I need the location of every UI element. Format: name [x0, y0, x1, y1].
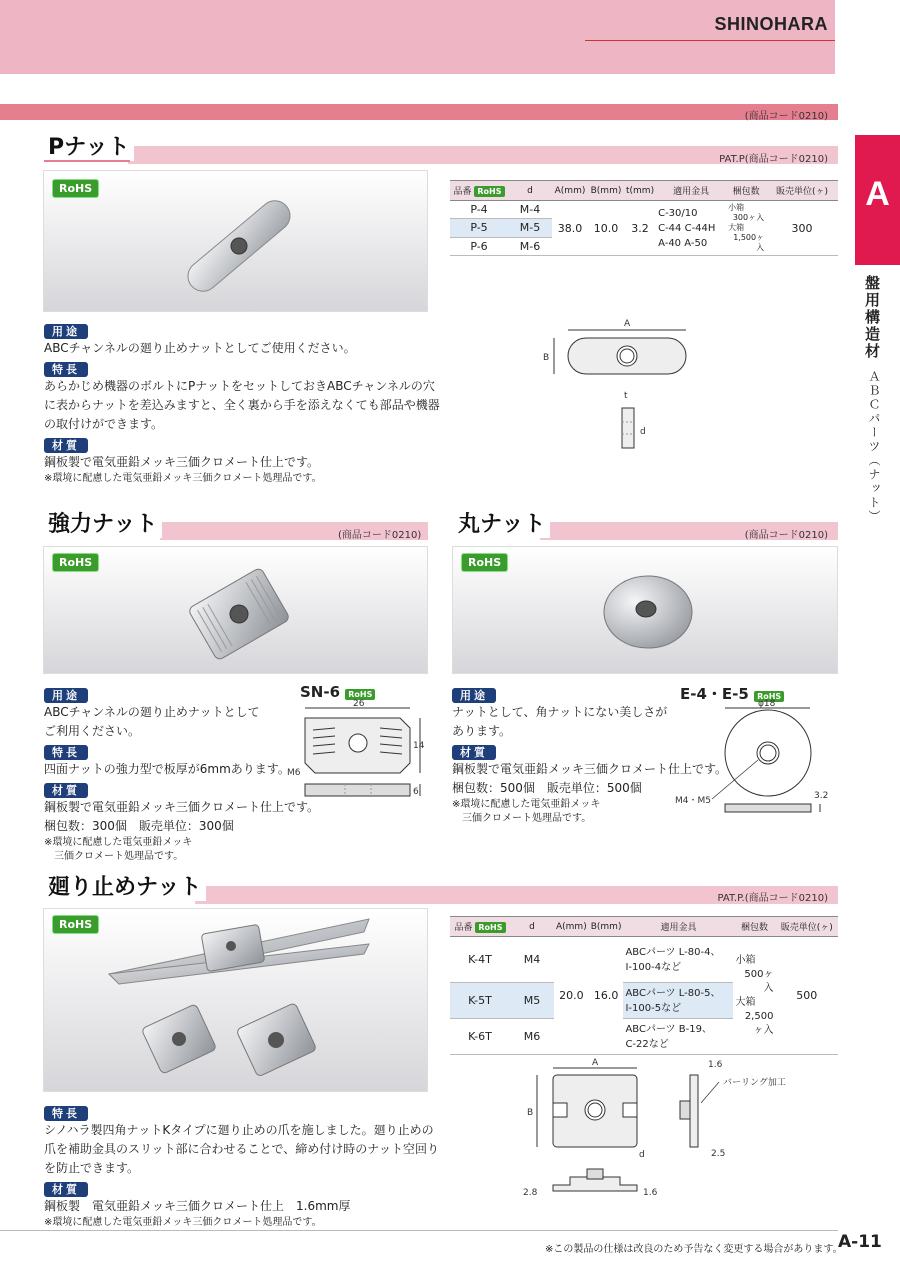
table-header-row: [450, 181, 838, 201]
pack-line: 300ヶ入: [732, 213, 765, 222]
material-text: 鋼板製で電気亜鉛メッキ三価クロメート仕上です。: [44, 800, 320, 814]
pack-text: 梱包数：300個 販売単位：300個: [44, 819, 234, 833]
fitting-line: C-22など: [625, 1038, 669, 1050]
dim-m-label: M4・M5: [675, 796, 711, 806]
feature-text: 四面ナットの強力型で板厚が6mmあります。: [44, 762, 290, 776]
col-b: B(mm): [588, 181, 624, 201]
header-band: [0, 0, 835, 74]
stop-nut-spec-table: [450, 916, 838, 1055]
burring-label: バーリング加工: [723, 1078, 786, 1088]
material-text: 鋼板製で電気亜鉛メッキ三価クロメート仕上です。: [44, 455, 320, 469]
fitting-line: C-30/10: [658, 207, 698, 219]
round-nut-code: (商品コード0210): [744, 530, 828, 541]
feature-text: あらかじめ機器のボルトにPナットをセットしておきABCチャンネルの穴に表からナットを差込みますと、全く裏から手を添えなくても部品や機器の取付けができます。: [44, 379, 440, 431]
p-nut-code: PAT.P(商品コード0210): [719, 154, 828, 165]
dim-t-label: 6: [413, 787, 419, 797]
dim-dia-label: φ18: [758, 699, 776, 709]
cell-part: K-5T: [450, 983, 510, 1019]
model-label: SN-6: [300, 683, 341, 701]
p-nut-title: Pナット: [44, 130, 134, 161]
dim-t-label: 3.2: [814, 791, 829, 801]
feature-tag: 特長: [44, 1106, 88, 1121]
col-unit: 販売単位(ヶ): [775, 917, 838, 937]
cell-d: M4: [510, 937, 554, 983]
dim-b-label: B: [527, 1108, 534, 1118]
cell-part: P-5: [450, 219, 508, 237]
section-bar: [0, 104, 838, 120]
pack-line: 大箱: [728, 223, 745, 232]
cell-pack: [726, 201, 766, 256]
material-tag: 材質: [44, 438, 88, 453]
rohs-badge: RoHS: [52, 179, 99, 198]
pack-line: 小箱: [728, 203, 745, 212]
dim-a-label: A: [624, 319, 631, 329]
material-text: 鋼板製 電気亜鉛メッキ三価クロメート仕上 1.6mm厚: [44, 1199, 351, 1213]
fitting-line: ABCパーツ L-80-4、: [625, 946, 721, 958]
feature-tag: 特長: [44, 362, 88, 377]
stop-nut-description: [44, 1102, 444, 1230]
col-a: A(mm): [554, 917, 589, 937]
col-pack: 梱包数: [733, 917, 775, 937]
cell-fitting: [623, 1019, 733, 1055]
rohs-badge: RoHS: [461, 553, 508, 572]
cell-b: 16.0: [589, 937, 624, 1055]
feature-text: シノハラ製四角ナットKタイプに廻り止めの爪を施しました。廻り止めの爪を補助金具のスリット部に合わせることで、締め付け時のナット空回りを防止できます。: [44, 1123, 440, 1175]
stop-nut-photo: [43, 908, 428, 1092]
col-d: d: [510, 917, 554, 937]
pack-line: 1,500ヶ入: [733, 233, 765, 252]
use-tag: 用途: [44, 688, 88, 703]
cell-d: M-4: [508, 201, 552, 219]
stop-nut-drawing: [515, 1055, 815, 1205]
use-tag: 用途: [452, 688, 496, 703]
strong-nut-code: (商品コード0210): [338, 530, 422, 541]
use-text-2: あります。: [452, 724, 512, 738]
note-1: ※環境に配慮した電気亜鉛メッキ: [452, 799, 601, 810]
dim-m-label: M6: [287, 768, 301, 778]
fitting-line: ABCパーツ B-19、: [625, 1023, 712, 1035]
col-b: B(mm): [589, 917, 624, 937]
strong-nut-drawing: [285, 698, 435, 808]
col-part: 品番: [453, 187, 472, 197]
cell-unit: 500: [775, 937, 838, 1055]
cell-part: K-6T: [450, 1019, 510, 1055]
table-row: [450, 937, 838, 983]
side-title: 盤用構造材: [863, 275, 881, 360]
use-tag: 用途: [44, 324, 88, 339]
pack-text: 梱包数：500個 販売単位：500個: [452, 781, 642, 795]
cell-fitting: [656, 201, 726, 256]
col-part: 品番: [454, 923, 473, 933]
col-unit: 販売単位(ヶ): [766, 181, 838, 201]
dim-d-label: d: [640, 427, 646, 437]
cell-d: M-6: [508, 237, 552, 255]
material-note: ※環境に配慮した電気亜鉛メッキ三価クロメート処理品です。: [44, 1217, 322, 1228]
col-t: t(mm): [624, 181, 656, 201]
dim-h-label: 14: [413, 741, 425, 751]
strong-nut-image: [184, 559, 294, 669]
cell-fitting: [623, 983, 733, 1019]
stop-nut-table-wrap: [450, 916, 838, 1055]
cell-d: M-5: [508, 219, 552, 237]
dim-d-label: d: [639, 1150, 645, 1160]
pack-line: 2,500ヶ入: [744, 1010, 774, 1036]
page-number: A-11: [838, 1232, 882, 1252]
fitting-line: I-100-4など: [625, 961, 682, 973]
fitting-line: ABCパーツ L-80-5、: [625, 987, 721, 999]
col-a: A(mm): [552, 181, 588, 201]
rohs-badge: RoHS: [474, 186, 504, 197]
dim-w-label: 26: [353, 699, 365, 709]
round-nut-photo: [452, 546, 838, 674]
pack-line: 小箱: [735, 954, 756, 966]
dim-16a-label: 1.6: [708, 1060, 723, 1070]
p-nut-image: [174, 186, 304, 306]
use-text-2: ご利用ください。: [44, 724, 141, 738]
use-text-1: ナットとして、角ナットにない美しさが: [452, 705, 668, 719]
rohs-badge: RoHS: [345, 689, 375, 700]
rohs-badge: RoHS: [754, 691, 784, 702]
cell-pack: [733, 937, 775, 1055]
cell-t: 3.2: [624, 201, 656, 256]
dim-16b-label: 1.6: [643, 1188, 658, 1198]
feature-tag: 特長: [44, 745, 88, 760]
use-text: ABCチャンネルの廻り止めナットとしてご使用ください。: [44, 341, 356, 355]
dim-25-label: 2.5: [711, 1149, 726, 1159]
brand-underline: [585, 40, 835, 41]
fitting-line: C-44 C-44H: [658, 222, 716, 234]
cell-unit: 300: [766, 201, 838, 256]
cell-fitting: [623, 937, 733, 983]
p-nut-title-underline: [44, 160, 130, 162]
side-subtitle: ＡＢＣパーツ（ナット）: [867, 370, 881, 524]
col-fitting: 適用金具: [623, 917, 733, 937]
strong-nut-title: 強力ナット: [44, 507, 162, 538]
cell-d: M5: [510, 983, 554, 1019]
material-tag: 材質: [452, 745, 496, 760]
cell-part: K-4T: [450, 937, 510, 983]
dim-b-label: B: [543, 353, 550, 363]
fitting-line: A-40 A-50: [658, 237, 708, 249]
cell-a: 38.0: [552, 201, 588, 256]
pack-line: 500ヶ入: [744, 968, 774, 994]
model-label: E-4・E-5: [680, 685, 749, 703]
rohs-badge: RoHS: [52, 915, 99, 934]
table-row: [450, 201, 838, 219]
col-fitting: 適用金具: [656, 181, 726, 201]
note-2: 三価クロメート処理品です。: [54, 851, 184, 862]
side-tab-letter: A: [855, 135, 900, 265]
material-text: 鋼板製で電気亜鉛メッキ三価クロメート仕上です。: [452, 762, 728, 776]
cell-part: P-4: [450, 201, 508, 219]
table-header-row: [450, 917, 838, 937]
cell-part: P-6: [450, 237, 508, 255]
dim-t-label: t: [624, 391, 628, 401]
cell-a: 20.0: [554, 937, 589, 1055]
brand-logo: SHINOHARA: [714, 14, 828, 34]
strong-nut-description: [44, 684, 320, 864]
material-note: ※環境に配慮した電気亜鉛メッキ三価クロメート処理品です。: [44, 473, 322, 484]
footer-line: [0, 1230, 838, 1231]
fitting-line: I-100-5など: [625, 1002, 682, 1014]
p-nut-table-wrap: [450, 180, 838, 256]
cell-d: M6: [510, 1019, 554, 1055]
col-d: d: [508, 181, 552, 201]
stop-nut-code: PAT.P.(商品コード0210): [717, 893, 828, 904]
dim-a-label: A: [592, 1058, 599, 1068]
p-nut-drawing: [540, 310, 700, 460]
rohs-badge: RoHS: [475, 922, 505, 933]
material-tag: 材質: [44, 783, 88, 798]
p-nut-photo: [43, 170, 428, 312]
note-1: ※環境に配慮した電気亜鉛メッキ: [44, 837, 193, 848]
round-nut-image: [598, 567, 698, 657]
footer-note: ※この製品の仕様は改良のため予告なく変更する場合があります。: [545, 1244, 843, 1255]
dim-28-label: 2.8: [523, 1188, 538, 1198]
stop-nut-image: [99, 914, 429, 1089]
top-product-code: (商品コード0210): [744, 111, 828, 122]
p-nut-description: [44, 320, 444, 486]
col-pack: 梱包数: [726, 181, 766, 201]
pack-line: 大箱: [735, 996, 756, 1008]
rohs-badge: RoHS: [52, 553, 99, 572]
strong-nut-photo: [43, 546, 428, 674]
material-tag: 材質: [44, 1182, 88, 1197]
round-nut-title: 丸ナット: [454, 507, 550, 538]
p-nut-spec-table: [450, 180, 838, 256]
note-2: 三価クロメート処理品です。: [462, 813, 592, 824]
round-nut-drawing: [670, 698, 830, 828]
use-text-1: ABCチャンネルの廻り止めナットとして: [44, 705, 260, 719]
cell-b: 10.0: [588, 201, 624, 256]
stop-nut-title: 廻り止めナット: [44, 870, 206, 901]
